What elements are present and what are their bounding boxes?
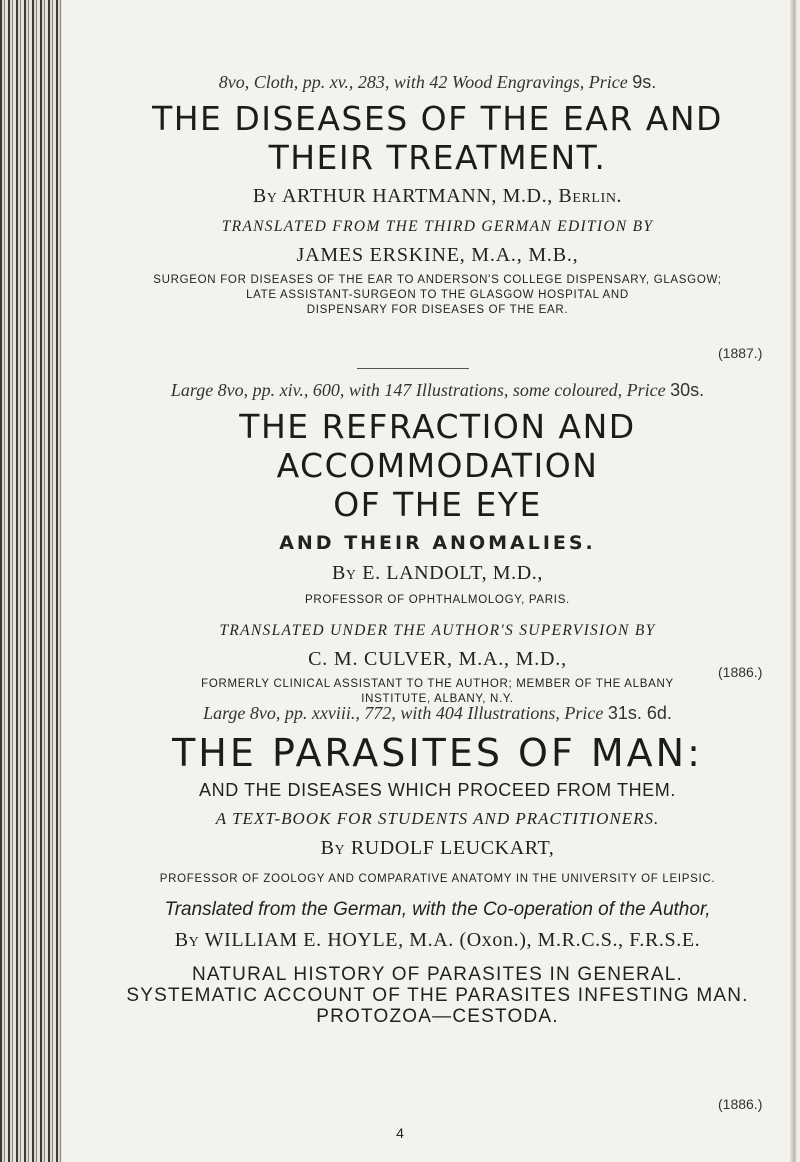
- book-right-edge: [790, 0, 800, 1162]
- book-entry-parasites: [100, 703, 775, 1027]
- entry-year: (1887.): [718, 345, 763, 361]
- entry-tagline: A TEXT-BOOK FOR STUDENTS AND PRACTITIONERS.: [215, 809, 660, 828]
- author-credentials: PROFESSOR OF OPHTHALMOLOGY, PARIS.: [305, 594, 570, 606]
- book-page-edges: [0, 0, 62, 1162]
- contents-line: SYSTEMATIC ACCOUNT OF THE PARASITES INFESTING MAN.: [126, 985, 749, 1006]
- book-entry-refraction-eye: [100, 380, 775, 707]
- book-entry-ear-diseases: [100, 72, 775, 318]
- entry-title-line: THE DISEASES OF THE EAR AND: [152, 99, 723, 138]
- entry-subtitle: AND THE DISEASES WHICH PROCEED FROM THEM.: [199, 780, 676, 800]
- entry-price: 9s.: [632, 72, 657, 92]
- entry-title-line: THE REFRACTION AND ACCOMMODATION: [239, 407, 636, 485]
- translator-credentials-line: DISPENSARY FOR DISEASES OF THE EAR.: [306, 304, 569, 316]
- entry-author: By E. LANDOLT, M.D.,: [331, 562, 543, 584]
- entry-translator: C. M. CULVER, M.A., M.D.,: [308, 648, 567, 670]
- entry-subtitle: AND THEIR ANOMALIES.: [279, 532, 596, 554]
- translator-credentials-line: INSTITUTE, ALBANY, N.Y.: [361, 693, 514, 705]
- author-credentials: PROFESSOR OF ZOOLOGY AND COMPARATIVE ANATOMY IN THE UNIVERSITY OF LEIPSIC.: [159, 873, 716, 885]
- entry-title-line: THE PARASITES OF MAN:: [172, 731, 703, 775]
- entry-price: 31s. 6d.: [607, 703, 672, 723]
- page-number: 4: [396, 1125, 404, 1141]
- entry-title-line: THEIR TREATMENT.: [268, 138, 607, 177]
- entry-title-line: OF THE EYE: [333, 485, 542, 524]
- entry-translator: By WILLIAM E. HOYLE, M.A. (Oxon.), M.R.C.S., F.R.S.E.: [174, 929, 701, 951]
- contents-line: NATURAL HISTORY OF PARASITES IN GENERAL.: [191, 964, 684, 985]
- entry-author: By ARTHUR HARTMANN, M.D., Berlin.: [252, 185, 623, 207]
- entry-translated-line: TRANSLATED FROM THE THIRD GERMAN EDITION BY: [221, 218, 654, 235]
- entry-meta: Large 8vo, pp. xxviii., 772, with 404 Illustrations, Price 31s. 6d.: [203, 703, 672, 723]
- divider-rule: [357, 368, 469, 369]
- entry-price: 30s.: [670, 380, 705, 400]
- entry-translator: JAMES ERSKINE, M.A., M.B.,: [296, 244, 579, 266]
- translator-credentials-line: LATE ASSISTANT-SURGEON TO THE GLASGOW HOSPITAL AND: [246, 289, 629, 301]
- entry-translated-line: TRANSLATED UNDER THE AUTHOR'S SUPERVISION BY: [219, 622, 656, 639]
- entry-meta: 8vo, Cloth, pp. xv., 283, with 42 Wood Engravings, Price 9s.: [218, 72, 657, 92]
- contents-line: PROTOZOA—CESTODA.: [316, 1006, 559, 1027]
- entry-year: (1886.): [718, 664, 763, 680]
- entry-translated-line: Translated from the German, with the Co-operation of the Author,: [164, 899, 711, 920]
- entry-year: (1886.): [718, 1096, 763, 1112]
- translator-credentials-line: FORMERLY CLINICAL ASSISTANT TO THE AUTHOR; MEMBER OF THE ALBANY: [201, 678, 674, 690]
- translator-credentials-line: SURGEON FOR DISEASES OF THE EAR TO ANDERSON'S COLLEGE DISPENSARY, GLASGOW;: [153, 274, 722, 286]
- entry-author: By RUDOLF LEUCKART,: [320, 837, 555, 859]
- entry-meta: Large 8vo, pp. xiv., 600, with 147 Illustrations, some coloured, Price 30s.: [170, 380, 705, 400]
